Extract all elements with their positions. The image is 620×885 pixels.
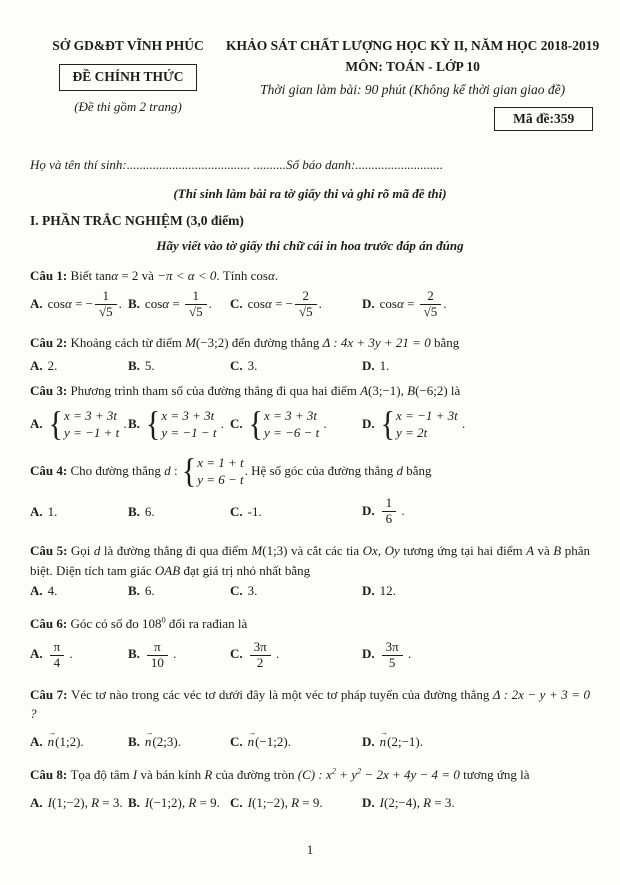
question-3-options xyxy=(30,404,590,443)
question-3-option-b xyxy=(128,404,230,443)
question-7-stem: Câu 7: Véc tơ nào trong các véc tơ dưới đây là một véc tơ pháp tuyến của đường thẳng Δ : 2x − y + 3 = 0 ? xyxy=(30,686,590,722)
option-text: I(2;−4), R = 3. xyxy=(379,794,455,810)
option-text: 5. xyxy=(144,357,155,373)
option-text: 1. xyxy=(47,503,58,519)
question-4-option-b xyxy=(128,502,230,522)
option-text: 6. xyxy=(144,503,155,519)
option-text: 6. xyxy=(144,583,155,599)
option-text: cosα = $\frac{2}{√5}$ . xyxy=(379,288,447,320)
student-id-label: Số báo danh: xyxy=(286,157,356,172)
question-1 xyxy=(30,266,590,321)
exam-header xyxy=(30,36,600,131)
option-text: 12. xyxy=(379,583,396,599)
option-label: C. xyxy=(230,357,243,373)
option-label: C. xyxy=(230,646,243,662)
option-text: $\frac{1}{6}$ . xyxy=(380,503,405,518)
option-text: → n(2;−1). xyxy=(380,734,423,749)
question-8 xyxy=(30,765,590,812)
option-text: I(−1;2), R = 9. xyxy=(144,794,220,810)
option-label: A. xyxy=(30,415,43,431)
question-1-stem: Câu 1: Biết tanα = 2 và −π < α < 0. Tính cosα. xyxy=(30,267,279,283)
pages-note: (Đề thi gồm 2 trang) xyxy=(74,98,182,114)
option-text: { x = 3 + 3t y = −1 − t . xyxy=(145,404,225,443)
question-6-option-b xyxy=(128,639,230,672)
question-2-option-c xyxy=(230,356,362,376)
option-label: B. xyxy=(128,733,140,749)
option-label: A. xyxy=(30,295,43,311)
option-label: C. xyxy=(230,733,243,749)
question-8-option-c xyxy=(230,793,362,813)
instruction-line: Hãy viết vào tờ giấy thi chữ cái in hoa trước đáp án đúng xyxy=(156,238,464,254)
option-label: B. xyxy=(128,295,140,311)
question-8-stem: Câu 8: Tọa độ tâm I và bán kính R của đường tròn (C) : $x^2 + y^2 - 2x + 4y - 4 = 0$ tương ứng là xyxy=(30,766,530,783)
subject-line: MÔN: TOÁN - LỚP 10 xyxy=(345,59,480,75)
question-4-option-a xyxy=(30,502,128,522)
option-text: → n(−1;2). xyxy=(248,734,291,749)
question-3-option-a xyxy=(30,404,128,443)
option-text: -1. xyxy=(247,503,262,519)
option-label: C. xyxy=(230,503,243,519)
question-5 xyxy=(30,541,590,601)
question-6-option-d xyxy=(362,639,590,672)
question-1-options xyxy=(30,288,590,321)
option-label: B. xyxy=(128,415,140,431)
option-label: D. xyxy=(362,646,375,662)
question-6 xyxy=(30,614,590,672)
question-6-stem: Câu 6: Góc có số đo $108^0$ đổi ra rađian là xyxy=(30,614,248,631)
option-text: $\frac{3\pi}{5}$ . xyxy=(380,646,412,661)
student-name-label: Họ và tên thí sinh: xyxy=(30,157,127,172)
question-7-option-a xyxy=(30,732,128,752)
option-text: $\frac{\pi}{4}$ . xyxy=(48,646,73,661)
question-4 xyxy=(30,454,590,528)
question-3-stem: Câu 3: Phương trình tham số của đường thẳng đi qua hai điểm A(3;−1), B(−6;2) là xyxy=(30,383,461,399)
student-id-dotted-field: ........................... xyxy=(355,157,444,172)
question-2-stem: Câu 2: Khoảng cách từ điểm M(−3;2) đến đường thẳng Δ : 4x + 3y + 21 = 0 bằng xyxy=(30,335,460,351)
question-5-option-c xyxy=(230,581,362,601)
question-7-option-d xyxy=(362,732,590,752)
option-label: B. xyxy=(128,583,140,599)
option-label: D. xyxy=(362,733,375,749)
question-2-option-d xyxy=(362,356,590,376)
question-8-option-b xyxy=(128,793,230,813)
question-1-option-c xyxy=(230,288,362,321)
option-text: cosα = $\frac{1}{√5}$ . xyxy=(144,288,212,320)
question-1-option-b xyxy=(128,288,230,321)
option-text: 3. xyxy=(247,357,258,373)
option-text: { x = 3 + 3t y = −6 − t . xyxy=(248,404,327,443)
question-2-option-a xyxy=(30,356,128,376)
student-info-line xyxy=(30,155,590,175)
option-text: → n(1;2). xyxy=(48,734,84,749)
option-label: C. xyxy=(230,295,243,311)
question-8-option-a xyxy=(30,793,128,813)
question-4-stem: Câu 4: Cho đường thẳng d : { x = 1 + t y = 6 − t . Hệ số góc của đường thẳng d bằng xyxy=(30,452,432,491)
student-name-dotted-field: ...................................... .......... xyxy=(126,157,287,172)
official-exam-box: ĐỀ CHÍNH THỨC xyxy=(59,64,196,90)
option-label: D. xyxy=(362,794,375,810)
question-7-option-c xyxy=(230,732,362,752)
option-text: $\frac{3\pi}{2}$ . xyxy=(248,646,280,661)
option-label: B. xyxy=(128,646,140,662)
option-label: C. xyxy=(230,794,243,810)
question-6-option-c xyxy=(230,639,362,672)
question-6-option-a xyxy=(30,639,128,672)
question-3 xyxy=(30,381,590,442)
question-5-options xyxy=(30,581,590,601)
question-8-options xyxy=(30,793,590,813)
question-5-option-a xyxy=(30,581,128,601)
option-label: D. xyxy=(362,295,375,311)
question-2 xyxy=(30,333,590,375)
exam-title: KHẢO SÁT CHẤT LƯỢNG HỌC KỲ II, NĂM HỌC 2018-2019 xyxy=(226,38,600,53)
option-label: A. xyxy=(30,733,43,749)
question-4-option-c xyxy=(230,502,362,522)
option-label: C. xyxy=(230,415,243,431)
option-text: cosα = − $\frac{2}{√5}$ . xyxy=(247,288,322,320)
question-6-options xyxy=(30,639,590,672)
option-text: $\frac{\pi}{10}$ . xyxy=(145,646,177,661)
exam-note-line: (Thí sinh làm bài ra tờ giấy thi và ghi rõ mã đề thi) xyxy=(173,185,447,201)
question-3-option-d xyxy=(362,404,590,443)
option-label: A. xyxy=(30,646,43,662)
question-1-option-a xyxy=(30,288,128,321)
page-number: 1 xyxy=(306,841,314,857)
option-label: D. xyxy=(362,415,375,431)
option-label: A. xyxy=(30,583,43,599)
option-text: cosα = − $\frac{1}{√5}$ . xyxy=(47,288,122,320)
department-name: SỞ GD&ĐT VĨNH PHÚC xyxy=(52,38,204,53)
option-label: B. xyxy=(128,357,140,373)
option-label: A. xyxy=(30,503,43,519)
question-3-option-c xyxy=(230,404,362,443)
question-7-option-b xyxy=(128,732,230,752)
option-label: A. xyxy=(30,357,43,373)
header-left-column xyxy=(30,36,226,116)
exam-code-box: Mã đề:359 xyxy=(494,107,593,131)
option-label: D. xyxy=(362,357,375,373)
option-text: { x = 3 + 3t y = −1 + t . xyxy=(48,404,127,443)
section-heading: I. PHẦN TRẮC NGHIỆM (3,0 điểm) xyxy=(30,213,244,228)
option-text: 2. xyxy=(47,357,58,373)
question-5-stem: Câu 5: Gọi d là đường thẳng đi qua điểm M(1;3) và cắt các tia Ox, Oy tương ứng tại hai điểm A và B phân biệt. Diện tích tam giác OAB đạt giá trị nhỏ nhất bằng xyxy=(30,543,591,578)
time-note: Thời gian làm bài: 90 phút (Không kể thời gian giao đề) xyxy=(260,81,566,97)
option-text: 3. xyxy=(247,583,258,599)
question-8-option-d xyxy=(362,793,590,813)
question-2-option-b xyxy=(128,356,230,376)
question-7 xyxy=(30,685,590,752)
option-text: → n(2;3). xyxy=(145,734,181,749)
option-text: 1. xyxy=(379,357,390,373)
header-right-column xyxy=(226,36,599,131)
option-text: I(1;−2), R = 3. xyxy=(47,794,123,810)
option-text: I(1;−2), R = 9. xyxy=(247,794,323,810)
option-label: D. xyxy=(362,502,375,518)
question-4-option-d xyxy=(362,495,590,528)
option-label: B. xyxy=(128,794,140,810)
option-label: D. xyxy=(362,583,375,599)
option-label: B. xyxy=(128,503,140,519)
question-7-options xyxy=(30,732,590,752)
option-text: 4. xyxy=(47,583,58,599)
question-5-option-d xyxy=(362,581,590,601)
option-label: C. xyxy=(230,583,243,599)
option-label: A. xyxy=(30,794,43,810)
question-5-option-b xyxy=(128,581,230,601)
question-4-options xyxy=(30,495,590,528)
question-2-options xyxy=(30,356,590,376)
question-1-option-d xyxy=(362,288,590,321)
option-text: { x = −1 + 3t y = 2t . xyxy=(380,404,466,443)
